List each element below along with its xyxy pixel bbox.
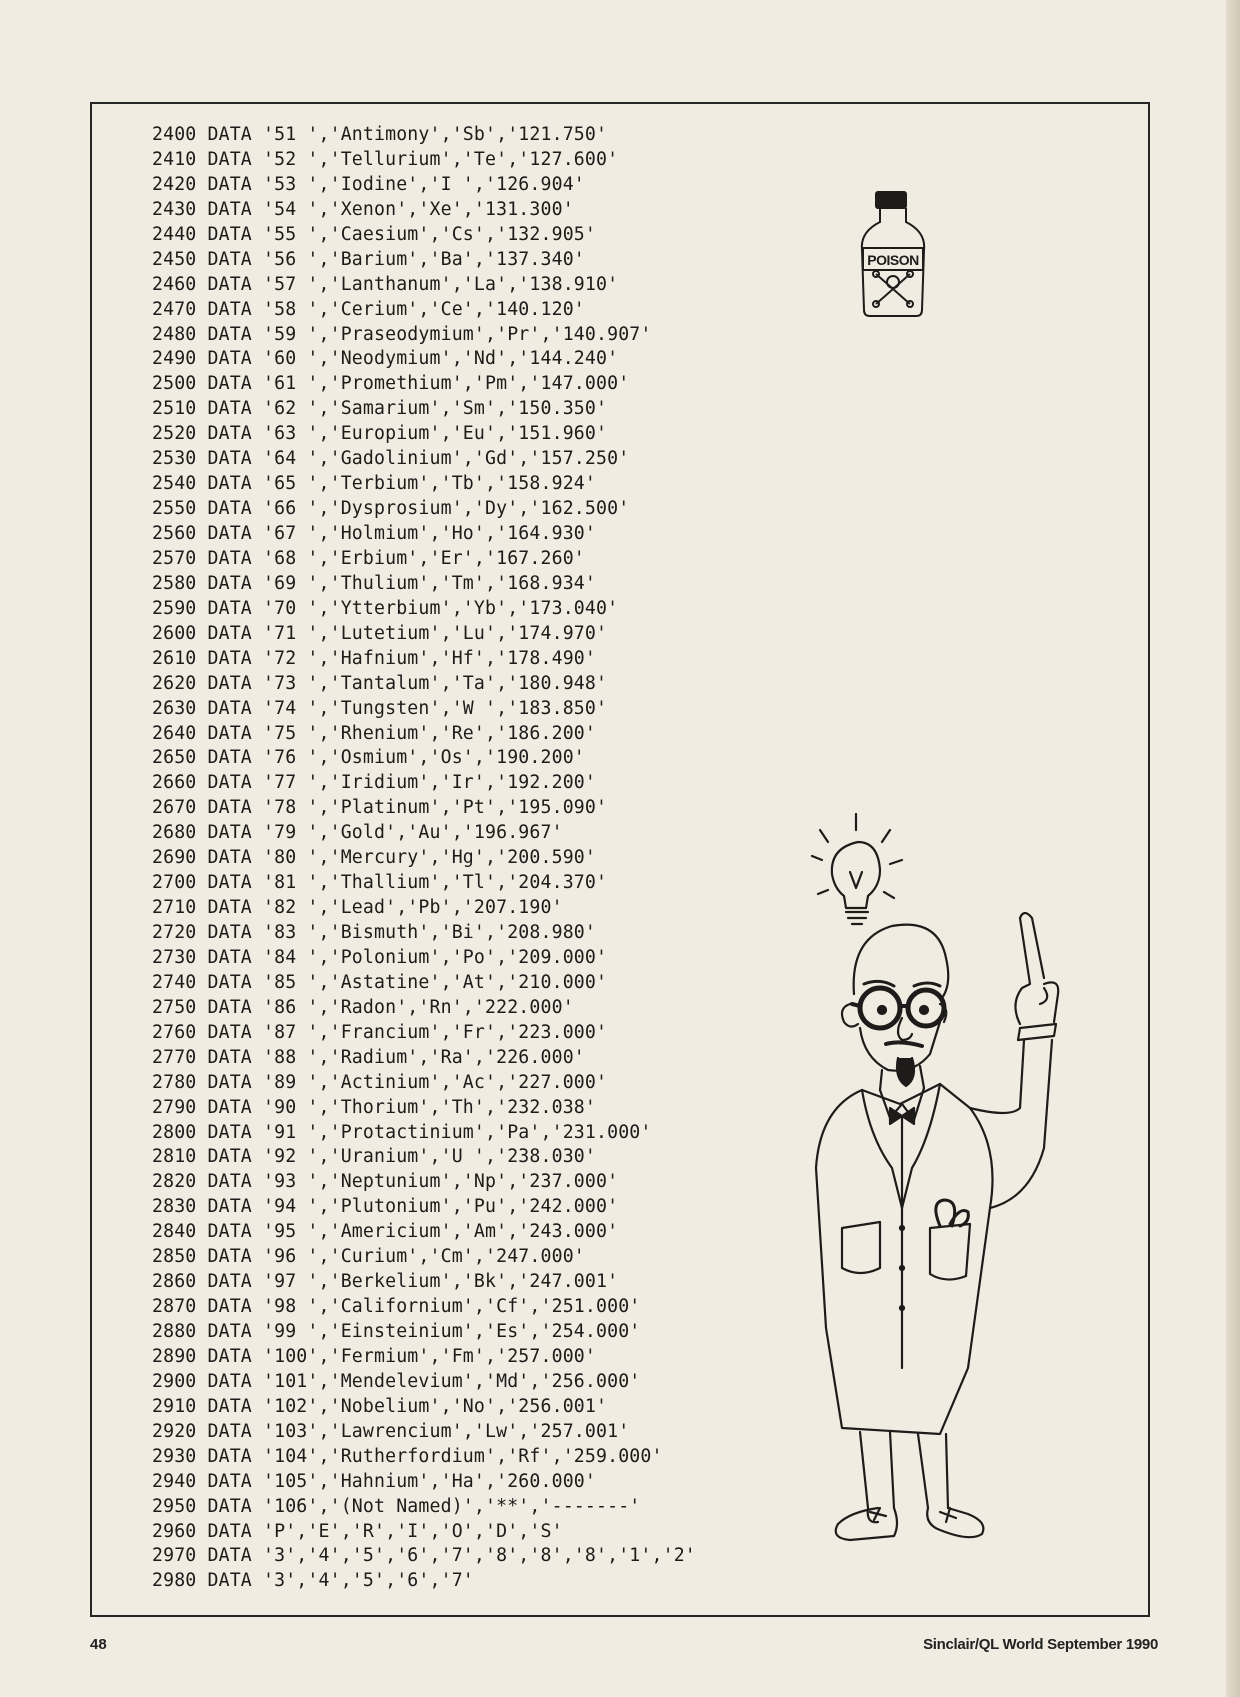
listing-line: 2880 DATA '99 ','Einsteinium','Es','254.000' <box>152 1321 641 1342</box>
listing-line: 2850 DATA '96 ','Curium','Cm','247.000' <box>152 1246 585 1268</box>
listing-line: 2500 DATA '61 ','Promethium','Pm','147.000' <box>152 373 630 395</box>
basic-data-listing <box>152 123 792 1594</box>
listing-line: 2750 DATA '86 ','Radon','Rn','222.000' <box>152 996 574 1018</box>
listing-line: 2530 DATA '64 ','Gadolinium','Gd','157.250' <box>152 448 630 470</box>
listing-line: 2470 DATA '58 ','Cerium','Ce','140.120' <box>152 298 585 320</box>
listing-line: 2950 DATA '106','(Not Named)','**','-------' <box>152 1495 641 1517</box>
listing-line: 2870 DATA '98 ','Californium','Cf','251.000' <box>152 1296 641 1318</box>
listing-line: 2580 DATA '69 ','Thulium','Tm','168.934' <box>152 572 596 594</box>
page-edge <box>1226 0 1240 1697</box>
listing-line: 2690 DATA '80 ','Mercury','Hg','200.590' <box>152 847 596 869</box>
listing-line: 2890 DATA '100','Fermium','Fm','257.000' <box>152 1345 596 1367</box>
poison-label: POISON <box>867 252 919 268</box>
listing-line: 2940 DATA '105','Hahnium','Ha','260.000' <box>152 1470 596 1492</box>
listing-line: 2640 DATA '75 ','Rhenium','Re','186.200' <box>152 722 596 744</box>
listing-line: 2820 DATA '93 ','Neptunium','Np','237.000' <box>152 1171 619 1193</box>
listing-line: 2430 DATA '54 ','Xenon','Xe','131.300' <box>152 198 574 220</box>
listing-line: 2840 DATA '95 ','Americium','Am','243.000' <box>152 1221 619 1243</box>
listing-line: 2440 DATA '55 ','Caesium','Cs','132.905' <box>152 223 596 245</box>
listing-line: 2860 DATA '97 ','Berkelium','Bk','247.001' <box>152 1271 619 1293</box>
listing-line: 2770 DATA '88 ','Radium','Ra','226.000' <box>152 1046 585 1068</box>
listing-line: 2490 DATA '60 ','Neodymium','Nd','144.240' <box>152 348 619 370</box>
listing-line: 2960 DATA 'P','E','R','I','O','D','S' <box>152 1520 563 1542</box>
listing-line: 2670 DATA '78 ','Platinum','Pt','195.090' <box>152 797 608 819</box>
listing-line: 2460 DATA '57 ','Lanthanum','La','138.910' <box>152 273 619 295</box>
listing-line: 2550 DATA '66 ','Dysprosium','Dy','162.500' <box>152 498 630 520</box>
listing-line: 2420 DATA '53 ','Iodine','I ','126.904' <box>152 173 585 195</box>
listing-line: 2790 DATA '90 ','Thorium','Th','232.038' <box>152 1096 596 1118</box>
listing-line: 2720 DATA '83 ','Bismuth','Bi','208.980' <box>152 922 596 943</box>
page-number: 48 <box>90 1636 107 1653</box>
listing-line: 2830 DATA '94 ','Plutonium','Pu','242.000' <box>152 1196 619 1218</box>
listing-line: 2800 DATA '91 ','Protactinium','Pa','231.000' <box>152 1121 652 1143</box>
listing-line: 2660 DATA '77 ','Iridium','Ir','192.200' <box>152 772 596 794</box>
listing-line: 2910 DATA '102','Nobelium','No','256.001' <box>152 1395 608 1417</box>
listing-line: 2700 DATA '81 ','Thallium','Tl','204.370' <box>152 872 608 894</box>
listing-line: 2510 DATA '62 ','Samarium','Sm','150.350' <box>152 398 608 420</box>
listing-line: 2970 DATA '3','4','5','6','7','8','8','8','1','2' <box>152 1545 696 1567</box>
listing-line: 2680 DATA '79 ','Gold','Au','196.967' <box>152 822 563 844</box>
listing-line: 2630 DATA '74 ','Tungsten','W ','183.850' <box>152 697 608 719</box>
listing-line: 2410 DATA '52 ','Tellurium','Te','127.600' <box>152 148 619 170</box>
listing-line: 2570 DATA '68 ','Erbium','Er','167.260' <box>152 547 585 569</box>
magazine-credit: Sinclair/QL World September 1990 <box>923 1636 1158 1653</box>
listing-line: 2480 DATA '59 ','Praseodymium','Pr','140.907' <box>152 323 652 345</box>
listing-line: 2810 DATA '92 ','Uranium','U ','238.030' <box>152 1146 596 1168</box>
listing-line: 2610 DATA '72 ','Hafnium','Hf','178.490' <box>152 647 596 669</box>
poison-bottle-icon <box>856 186 930 320</box>
listing-line: 2450 DATA '56 ','Barium','Ba','137.340' <box>152 248 585 270</box>
listing-line: 2540 DATA '65 ','Terbium','Tb','158.924' <box>152 473 596 495</box>
listing-line: 2760 DATA '87 ','Francium','Fr','223.000' <box>152 1021 608 1043</box>
scientist-with-lightbulb-icon <box>790 808 1135 1598</box>
listing-line: 2920 DATA '103','Lawrencium','Lw','257.001' <box>152 1420 630 1442</box>
listing-line: 2650 DATA '76 ','Osmium','Os','190.200' <box>152 747 585 769</box>
listing-line: 2980 DATA '3','4','5','6','7' <box>152 1570 474 1592</box>
listing-line: 2900 DATA '101','Mendelevium','Md','256.000' <box>152 1370 641 1392</box>
listing-line: 2740 DATA '85 ','Astatine','At','210.000' <box>152 971 608 993</box>
listing-line: 2620 DATA '73 ','Tantalum','Ta','180.948' <box>152 672 608 694</box>
listing-line: 2930 DATA '104','Rutherfordium','Rf','259.000' <box>152 1445 663 1467</box>
listing-line: 2400 DATA '51 ','Antimony','Sb','121.750' <box>152 124 608 145</box>
listing-line: 2600 DATA '71 ','Lutetium','Lu','174.970' <box>152 622 608 644</box>
listing-line: 2520 DATA '63 ','Europium','Eu','151.960' <box>152 423 608 445</box>
listing-line: 2780 DATA '89 ','Actinium','Ac','227.000' <box>152 1071 608 1093</box>
listing-line: 2710 DATA '82 ','Lead','Pb','207.190' <box>152 897 563 919</box>
listing-line: 2560 DATA '67 ','Holmium','Ho','164.930' <box>152 523 596 544</box>
listing-line: 2730 DATA '84 ','Polonium','Po','209.000' <box>152 946 608 968</box>
listing-line: 2590 DATA '70 ','Ytterbium','Yb','173.040' <box>152 597 619 619</box>
